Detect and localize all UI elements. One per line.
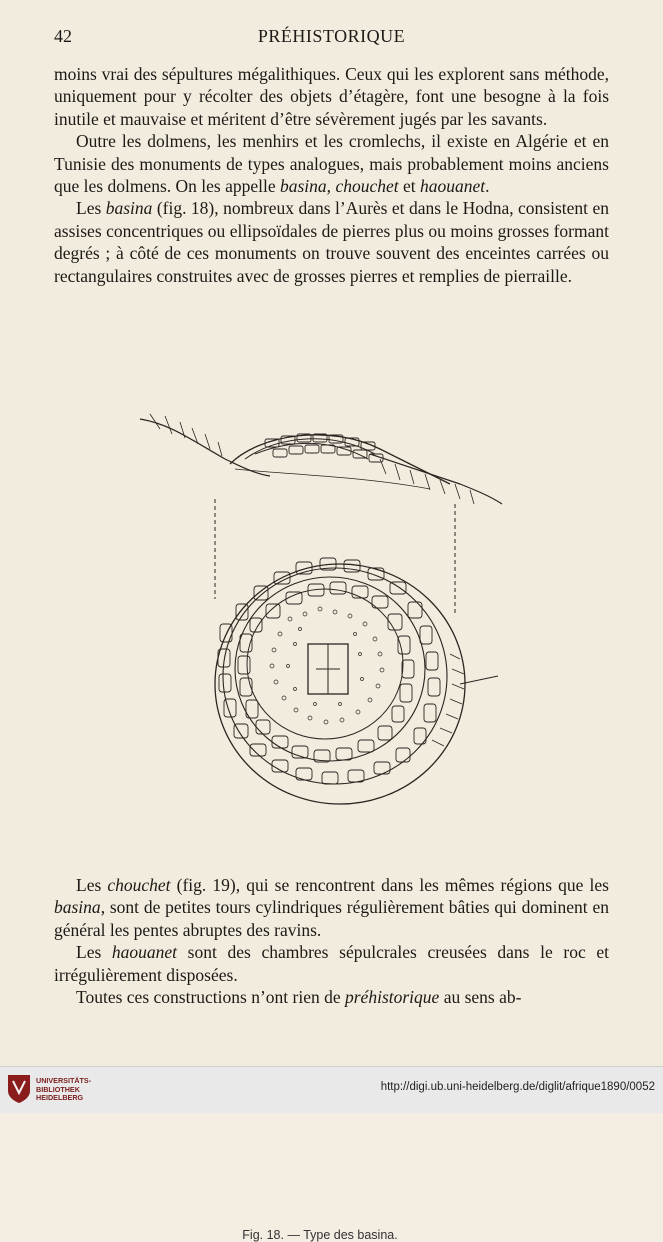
paragraph-chouchet: Les chouchet (fig. 19), qui se rencontrent dans les mêmes régions que les basina, sont de petites tours cylindriques régulièrement bâties qui dominent en général les pentes abruptes des ravins.: [54, 875, 609, 940]
running-title: PRÉHISTORIQUE: [257, 26, 406, 46]
library-logo[interactable]: [6, 1073, 116, 1107]
text-block-top: [54, 63, 609, 287]
library-emblem-icon: [6, 1073, 32, 1105]
paragraph-continued: moins vrai des sépultures mégalithiques. Ceux qui les explorent sans méthode, uniquement pour y récolter des objets d’étagère, font une besogne à la fois inutile et mauvaise et méritent d’être sévèrement jugés par les savants.: [54, 64, 609, 129]
page-number: 42: [54, 26, 72, 46]
figure-caption: Fig. 18. — Type des basina.: [242, 1228, 398, 1242]
paragraph-haouanet: Les haouanet sont des chambres sépulcrales creusées dans le roc et irrégulièrement disposées.: [54, 942, 609, 985]
document-permalink[interactable]: http://digi.ub.uni-heidelberg.de/diglit/afrique1890/0052: [380, 1081, 655, 1093]
paragraph-monuments: Outre les dolmens, les menhirs et les cromlechs, il existe en Algérie et en Tunisie des monuments de types analogues, mais probablement moins anciens que les dolmens. On les appelle basina, chouchet et haouanet.: [54, 131, 609, 197]
digital-library-footer: [0, 1066, 663, 1113]
library-name: UNIVERSITÄTS- BIBLIOTHEK HEIDELBERG: [36, 1076, 92, 1103]
page-header: [54, 26, 609, 50]
paragraph-constructions: Toutes ces constructions n’ont rien de préhistorique au sens ab-: [76, 987, 522, 1008]
paragraph-basina: Les basina (fig. 18), nombreux dans l’Aurès et dans le Hodna, consistent en assises concentriques ou ellipsoïdales de pierres plus ou moins grosses formant degrés ; à côté de ces monuments on trouve souvent des enceintes carrées ou rectangulaires construites avec de grosses pierres et remplies de pierraille.: [54, 198, 609, 286]
text-block-bottom: [54, 874, 609, 1008]
basina-engraving: [130, 404, 510, 814]
